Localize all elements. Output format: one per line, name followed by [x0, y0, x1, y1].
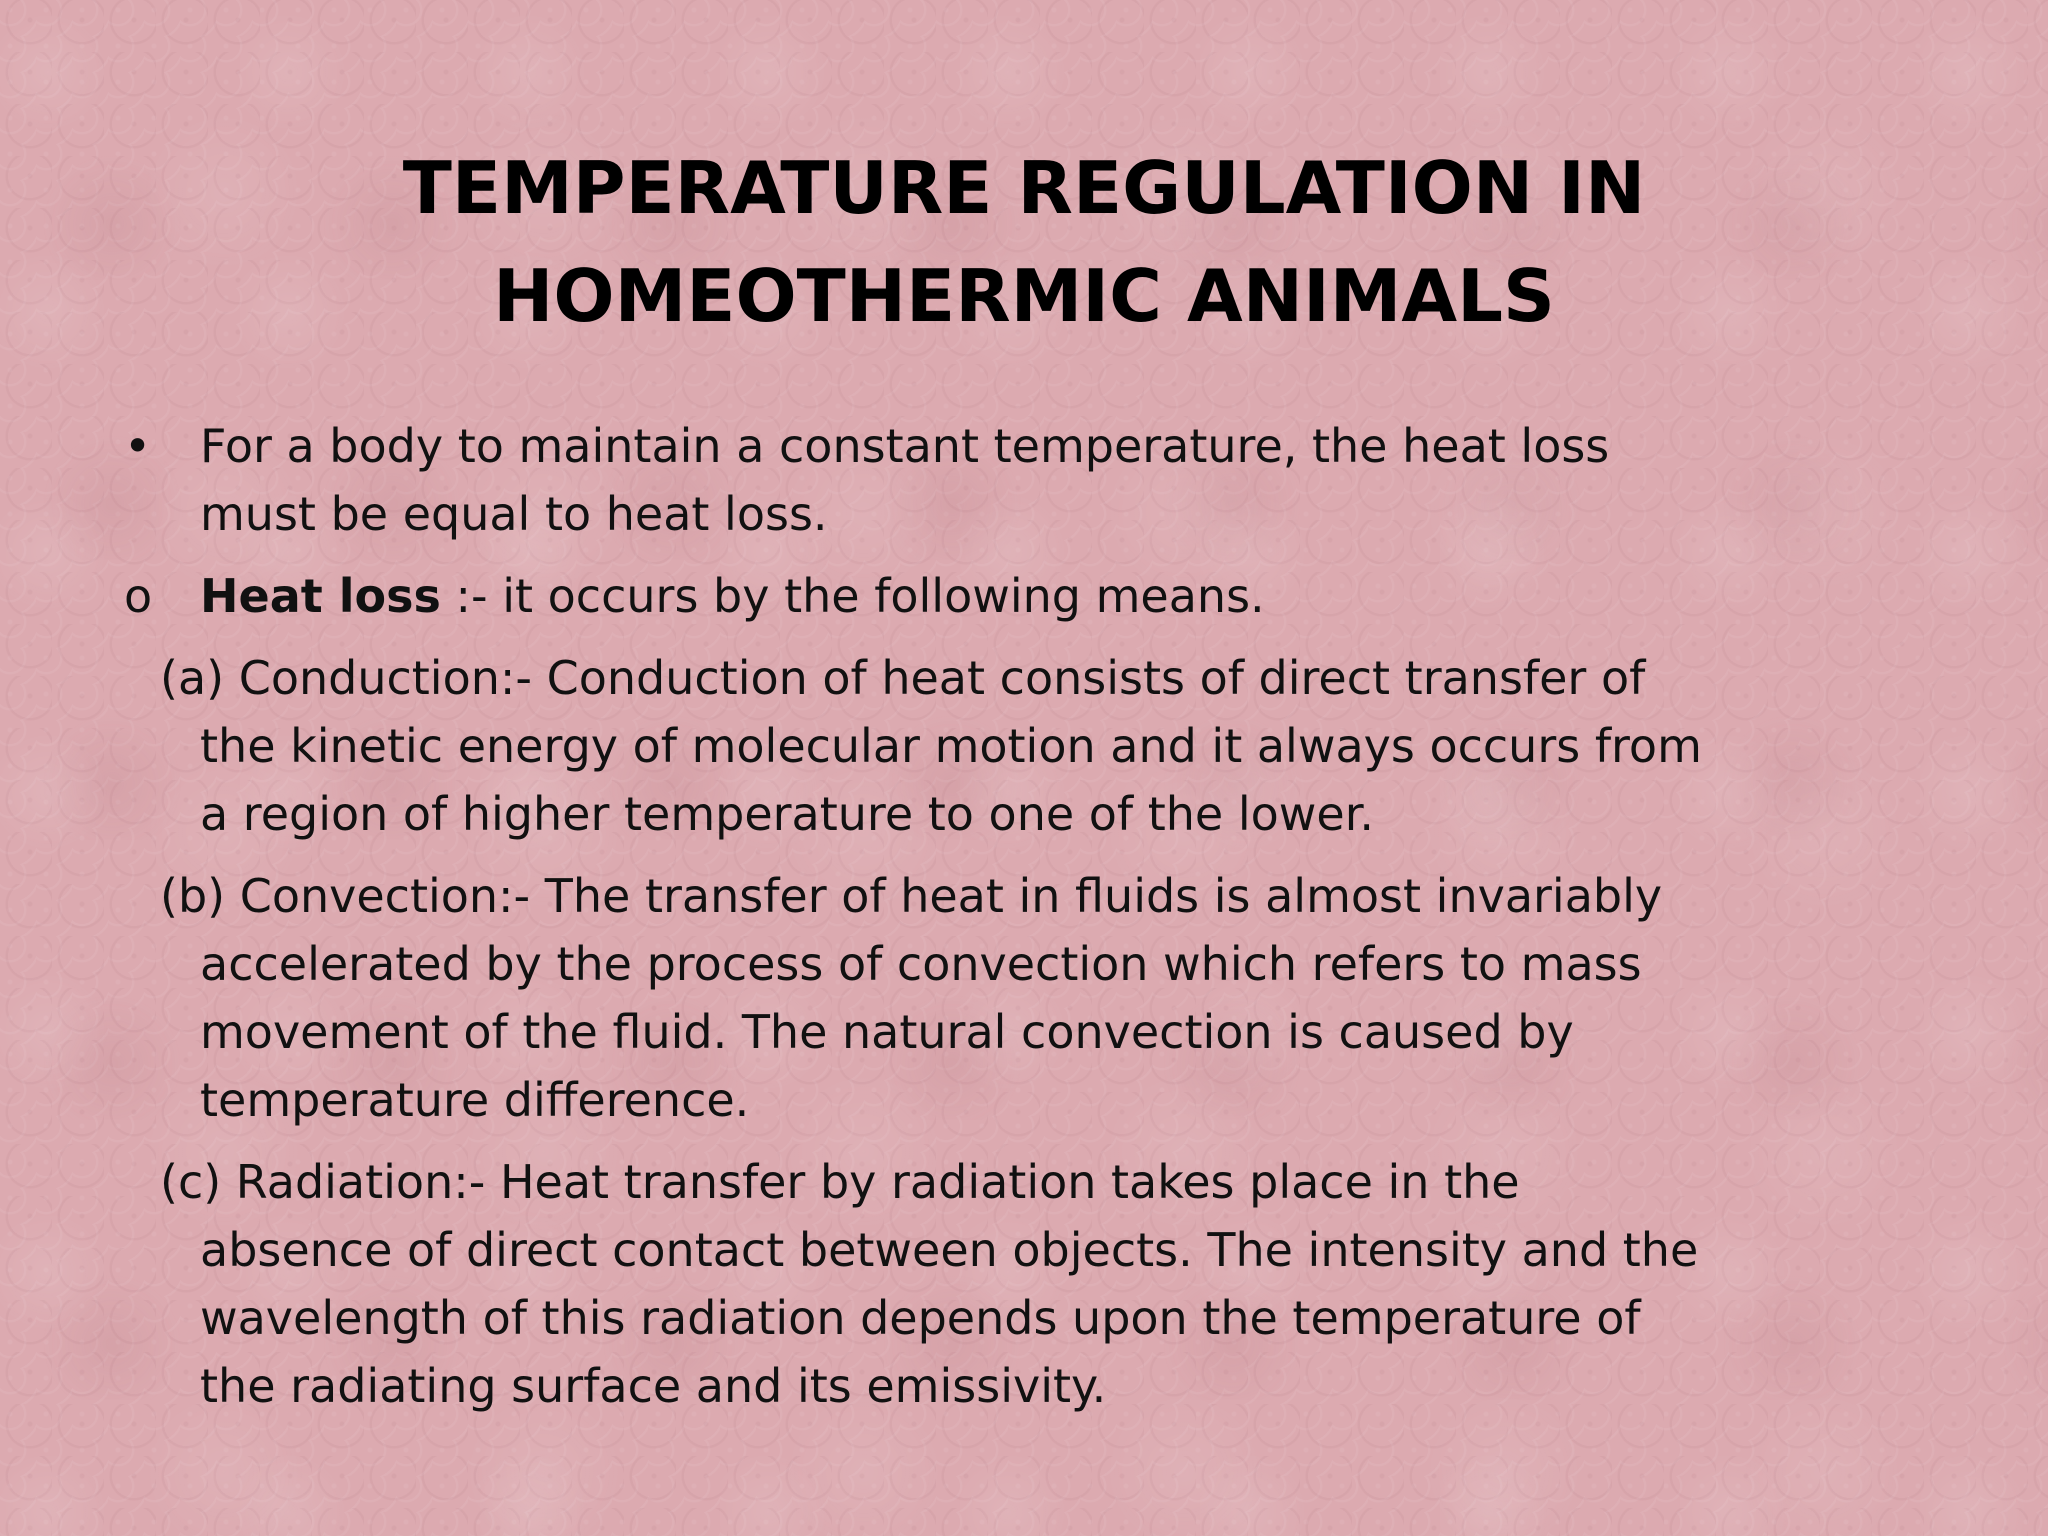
bullet-heading: Heat loss [200, 569, 441, 623]
sub-item-conduction: (a) Conduction:- Conduction of heat consists of direct transfer of the kinetic energy of molecular motion and it always occurs from a region of higher temperature to one of the lower. [160, 651, 1702, 841]
bullet-text: For a body to maintain a constant temperature, the heat loss must be equal to heat loss. [200, 419, 1610, 541]
slide-title [0, 134, 2048, 350]
title-line-2: HOMEOTHERMIC ANIMALS [493, 254, 1555, 338]
sub-item-radiation: (c) Radiation:- Heat transfer by radiation takes place in the absence of direct contact between objects. The intensity and the wavelength of this radiation depends upon the temperature of the radiating surface and its emissivity. [160, 1155, 1699, 1413]
title-line-1: TEMPERATURE REGULATION IN [402, 146, 1646, 230]
bullet-marker: • [124, 419, 152, 473]
bullet-item [0, 412, 1720, 548]
slide-body [0, 412, 2048, 1434]
sub-item-convection: (b) Convection:- The transfer of heat in fluids is almost invariably accelerated by the process of convection which refers to mass movement of the fluid. The natural convection is caused by temperature difference. [160, 869, 1663, 1127]
bullet-item [0, 562, 1720, 630]
bullet-text: :- it occurs by the following means. [440, 569, 1265, 623]
hollow-bullet-marker: o [124, 569, 153, 623]
